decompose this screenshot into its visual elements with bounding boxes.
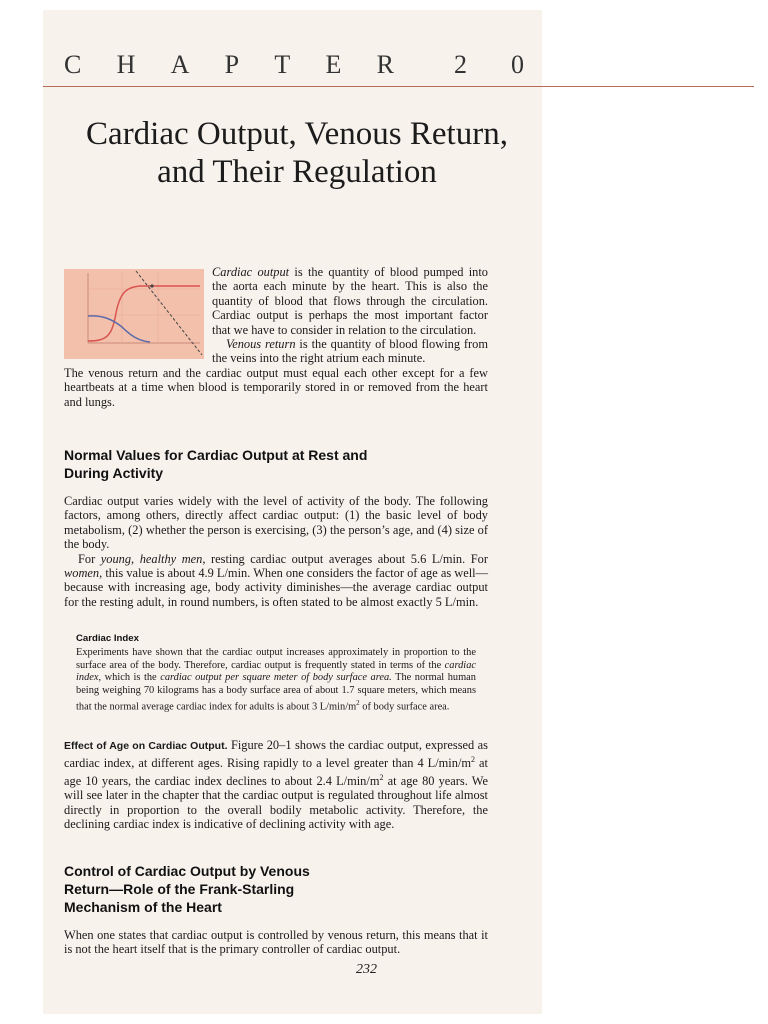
chapter-number xyxy=(454,50,524,80)
intro-paragraph-3: The venous return and the cardiac output must equal each other except for a few heartbeats at a time when blood is temporarily stored in or removed from the heart and lungs. xyxy=(64,365,488,409)
chapter-letter: T xyxy=(274,50,291,79)
chapter-letter: P xyxy=(224,50,240,79)
intro-text xyxy=(64,265,488,409)
chapter-title-line: and Their Regulation xyxy=(157,154,437,190)
paragraph: For young, healthy men, resting cardiac output averages about 5.6 L/min. For women, this value is about 4.9 L/min. When one considers the factor of age as well—because with increasing age, body activity diminishes—the average cardiac output for the resting adult, in round numbers, is often stated to be almost exactly 5 L/min. xyxy=(64,551,488,609)
age-effect-text: Effect of Age on Cardiac Output. Figure 20–1 shows the cardiac output, expressed as cardiac index, at different ages. Rising rapidly to a level greater than 4 $L/\min/m^2$ at age 10 years, the cardiac index declines to about 2.4 $L/\min/m^2$ at age 80 years. We will see later in the chapter that the cardiac output is regulated throughout life almost directly in proportion to the overall bodily metabolic activity. Therefore, the declining cardiac index is indicative of declining activity with age. xyxy=(64,738,488,832)
term-venous-return: Venous return xyxy=(226,337,296,352)
chapter-label xyxy=(64,50,394,84)
chapter-letter: E xyxy=(325,50,342,79)
chapter-digit: 2 xyxy=(454,50,467,79)
intro-paragraph-2: Venous return is the quantity of blood flowing from the veins into the right atrium each minute. xyxy=(212,337,489,366)
section-heading-normal-values: Normal Values for Cardiac Output at Rest and During Activity xyxy=(64,447,368,481)
cardiac-index-text: Experiments have shown that the cardiac output increases approximately in proportion to the surface area of the body. Therefore, cardiac output is frequently stated in terms of the cardiac index, which is the cardiac output per square meter of body surface area. The normal human being weighing 70 kilograms has a body surface area of about 1.7 square meters, which means that the normal average cardiac index for adults is about 3 $L/\min/m^2$ of body surface area. xyxy=(76,647,476,713)
chapter-letter: H xyxy=(116,50,136,79)
chapter-digit: 0 xyxy=(511,50,524,79)
paragraph: Cardiac output varies widely with the level of activity of the body. The following factors, among others, directly affect cardiac output: (1) the basic level of body metabolism, (2) whether the person is exercising, (3) the person’s age, and (4) size of the body. xyxy=(64,494,488,552)
chapter-letter: R xyxy=(376,50,394,79)
chapter-title xyxy=(64,115,530,191)
chapter-letter: C xyxy=(64,50,82,79)
intro-paragraph-1: Cardiac output is the quantity of blood pumped into the aorta each minute by the heart. This is also the quantity of blood that flows through the circulation. Cardiac output is perhaps the most important factor that we have to consider in relation to the circulation. xyxy=(212,265,488,337)
cardiac-index-heading: Cardiac Index xyxy=(76,633,139,644)
chapter-rule xyxy=(43,86,754,87)
page-number: 232 xyxy=(356,962,377,977)
section-heading-venous-return-control: Control of Cardiac Output by Venous Return—Role of the Frank-Starling Mechanism of the Heart xyxy=(64,863,310,915)
section-venous-return-text: When one states that cardiac output is controlled by venous return, this means that it is not the heart itself that is the primary controller of cardiac output. xyxy=(64,928,488,957)
chapter-title-line: Cardiac Output, Venous Return, xyxy=(86,116,508,152)
chapter-letter: A xyxy=(170,50,190,79)
term-cardiac-output: Cardiac output xyxy=(212,265,290,279)
section-normal-values-text xyxy=(64,494,488,609)
run-in-heading: Effect of Age on Cardiac Output. xyxy=(64,740,228,752)
